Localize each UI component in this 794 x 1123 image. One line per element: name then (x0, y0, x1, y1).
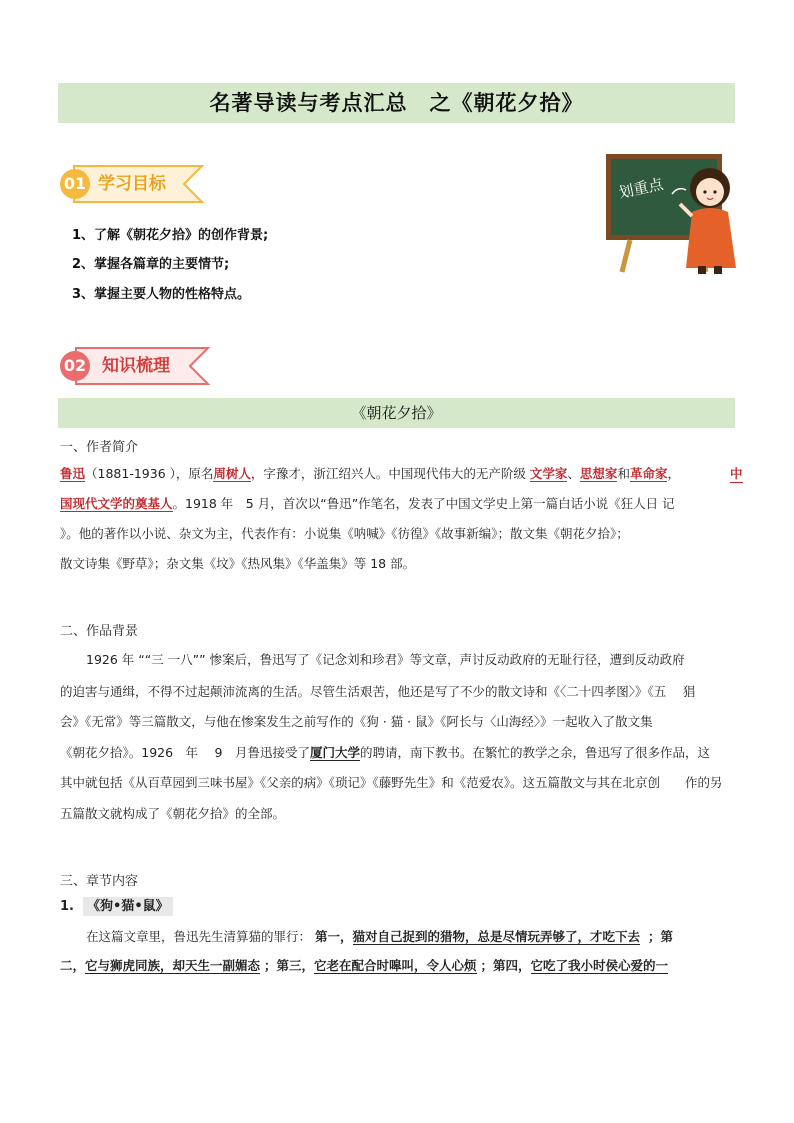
page-title: 名著导读与考点汇总 之《朝花夕拾》 (209, 91, 584, 115)
chalkboard-girl-illustration (600, 150, 742, 275)
role-revolutionary: 革命家 (629, 466, 668, 481)
author-text: 。1918 年 5 月，首次以“鲁迅”作笔名，发表了中国文学史上第一篇白话小说《狂人日 记 (172, 496, 675, 511)
board-text: 划重点 (617, 174, 665, 202)
background-line-3: 会》《无常》等三篇散文，与他在惨案发生之前写作的《狗 · 猫 · 鼠》《阿长与〈山海经〉》一起收入了散文集 (60, 714, 653, 729)
background-line-2: 的迫害与通缉，不得不过起颠沛流离的生活。尽管生活艰苦，他还是写了不少的散文诗和《〈二十四孝图〉》《五 猖 (60, 684, 696, 699)
author-line-2 (60, 496, 743, 512)
author-line-4: 散文诗集《野草》；杂文集《坟》《热风集》《华盖集》等 18 部。 (60, 556, 416, 571)
founder-title: 国现代文学的奠基人 (60, 496, 173, 511)
role-thinker: 思想家 (579, 466, 618, 481)
section2-label: 知识梳理 (102, 356, 170, 376)
author-line-1 (60, 466, 743, 482)
chapter-para-line-2 (60, 958, 743, 974)
chapter-text: ；第 (647, 929, 673, 944)
chapter-item-title: 《狗•猫•鼠》 (83, 897, 173, 916)
author-text: 和 (617, 466, 630, 481)
background-text: 的聘请，南下教书。在繁忙的教学之余，鲁迅写了很多作品，这 (360, 745, 711, 760)
chapter-para-line-1 (86, 929, 746, 945)
cat-crime-1: 猫对自己捉到的猎物，总是尽情玩弄够了，才吃下去 (352, 929, 641, 944)
chapter-text: 在这篇文章里，鲁迅先生清算猫的罪行： (86, 929, 312, 944)
goal-3: 3、掌握主要人物的性格特点。 (72, 287, 251, 302)
chapters-heading: 三、章节内容 (60, 874, 139, 889)
section1-number: 01 (60, 169, 90, 199)
xiamen-university: 厦门大学 (310, 745, 361, 760)
author-text: ，字豫才，浙江绍兴人。中国现代伟大的无产阶级 (250, 466, 526, 481)
background-line-5: 其中就包括《从百草园到三味书屋》《父亲的病》《琐记》《藤野先生》和《范爱农》。这五篇散文与其在北京创 作的另 (60, 775, 723, 790)
chapter-text: 二， (60, 958, 86, 973)
section2-number: 02 (60, 351, 90, 381)
section1-label: 学习目标 (98, 174, 166, 194)
chapter-item-1 (60, 895, 173, 914)
founder-start: 中 (730, 466, 743, 481)
chapter-text: ；第三， (264, 958, 315, 973)
cat-crime-4: 它吃了我小时侯心爱的一 (530, 958, 669, 973)
author-name: 鲁迅 (60, 466, 86, 481)
chapter-item-number: 1. (60, 899, 74, 914)
background-line-4 (60, 745, 743, 761)
author-text: ， (667, 466, 680, 481)
author-text: 、 (567, 466, 580, 481)
cat-crime-3: 它老在配合时嗥叫，令人心烦 (314, 958, 477, 973)
goal-1: 1、了解《朝花夕拾》的创作背景; (72, 228, 269, 243)
background-text: 《朝花夕拾》。1926 年 9 月鲁迅接受了 (60, 745, 310, 760)
author-heading: 一、作者简介 (60, 440, 139, 455)
background-line-6: 五篇散文就构成了《朝花夕拾》的全部。 (60, 806, 286, 821)
book-title: 《朝花夕拾》 (351, 404, 442, 422)
author-line-3: 》。他的著作以小说、杂文为主，代表作有：小说集《呐喊》《彷徨》《故事新编》；散文集《朝花夕拾》； (60, 526, 629, 541)
goal-2: 2、掌握各篇章的主要情节; (72, 257, 230, 272)
cat-crime-2: 它与狮虎同族，却天生一副媚态 (85, 958, 261, 973)
role-writer: 文学家 (529, 466, 568, 481)
background-heading: 二、作品背景 (60, 624, 139, 639)
chapter-text: ；第四， (480, 958, 531, 973)
author-realname: 周树人 (213, 466, 251, 481)
chapter-text: 第一， (315, 929, 353, 944)
author-text: （1881-1936 ），原名 (85, 466, 214, 481)
background-line-1: 1926 年 ““三 一八”” 惨案后，鲁迅写了《记念刘和珍君》等文章，声讨反动政府的无耻行径，遭到反动政府 (86, 652, 685, 667)
